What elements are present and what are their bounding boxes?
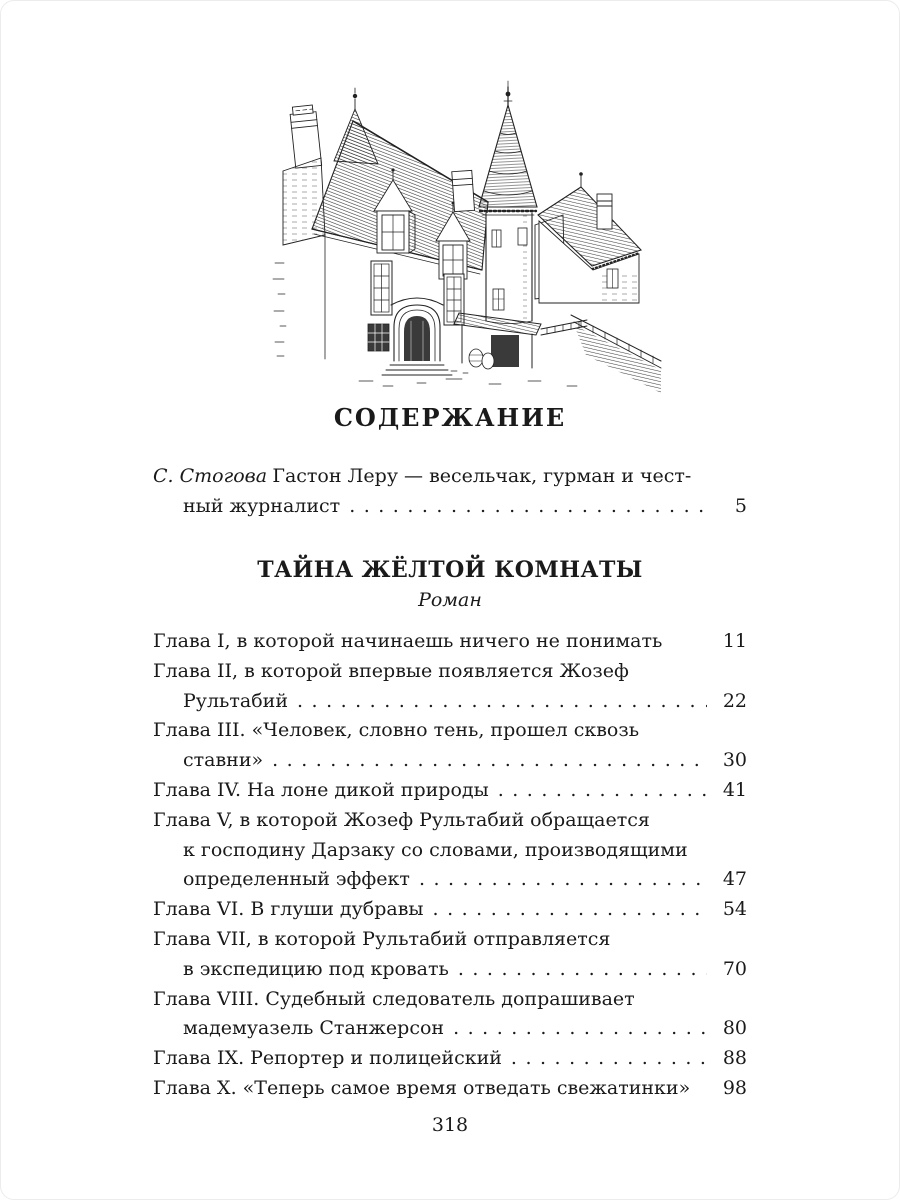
toc-page-number: 41 (722, 778, 747, 801)
toc-entry-text: Глава IX. Репортер и полицейский (153, 1047, 502, 1070)
toc-row (153, 836, 747, 866)
preface-entry (153, 462, 747, 522)
toc-page-number: 5 (734, 494, 747, 517)
toc-page-number: 70 (722, 957, 747, 980)
dot-leader (433, 895, 707, 925)
toc-page-number: 80 (722, 1017, 747, 1040)
toc-entry-text: Глава VII, в которой Рультабий отправляется (153, 927, 611, 950)
book-section-subtitle: Роман (418, 589, 482, 611)
toc-row (153, 687, 747, 717)
toc-entry-text: Глава VIII. Судебный следователь допрашивает (153, 987, 635, 1010)
toc-row (153, 1014, 747, 1044)
toc-row (153, 1044, 747, 1074)
toc-row (153, 492, 747, 522)
dot-leader (349, 492, 707, 522)
dot-leader (453, 1014, 707, 1044)
dot-leader (511, 1044, 707, 1074)
dot-leader (498, 776, 707, 806)
toc-row (153, 776, 747, 806)
contents-heading: СОДЕРЖАНИЕ (333, 403, 567, 432)
toc-entry-text: определенный эффект (183, 868, 410, 891)
toc-entry-text: Глава V, в которой Жозеф Рультабий обращается (153, 808, 650, 831)
toc-entry-text: Глава X. «Теперь самое время отведать свежатинки» (153, 1076, 691, 1099)
toc-row (153, 746, 747, 776)
toc-page-number: 98 (722, 1076, 747, 1099)
toc-row (153, 925, 747, 955)
toc-entry-text: Глава IV. На лоне дикой природы (153, 778, 489, 801)
toc-page-number: 11 (722, 630, 747, 652)
toc-row (153, 716, 747, 746)
toc-row (153, 985, 747, 1015)
preface-author: С. Стогова (153, 465, 268, 487)
chapter-list (153, 627, 747, 1104)
dot-leader (458, 955, 707, 985)
toc-entry-text: ставни» (183, 749, 264, 772)
toc-page-number: 47 (722, 868, 747, 891)
toc-row (153, 627, 747, 657)
toc-page-number: 22 (722, 689, 747, 712)
dot-leader (297, 687, 707, 717)
book-section-title: ТАЙНА ЖЁЛТОЙ КОМНАТЫ (257, 557, 643, 583)
toc-entry-text: Глава III. «Человек, словно тень, прошел сквозь (153, 719, 640, 742)
toc-entry-text: мадемуазель Станжерсон (183, 1017, 445, 1040)
toc-row (153, 865, 747, 895)
toc-page-number: 88 (722, 1047, 747, 1070)
dot-leader (419, 865, 707, 895)
preface-title: Гастон Леру — весельчак, гурман и чест- (272, 465, 692, 487)
dot-leader (272, 746, 707, 776)
toc-entry-text: Глава I, в которой начинаешь ничего не понимать (153, 630, 663, 652)
toc-row (153, 955, 747, 985)
toc-row (153, 462, 747, 492)
toc-entry-text: Глава II, в которой впервые появляется Жозеф (153, 659, 629, 682)
page-folio: 318 (431, 1114, 469, 1136)
toc-row (153, 657, 747, 687)
toc-entry-text: ный журналист (183, 494, 341, 517)
toc-row (153, 806, 747, 836)
toc-page-number: 54 (722, 898, 747, 921)
toc-row (153, 1074, 747, 1104)
toc-entry-text (153, 462, 691, 492)
toc-row (153, 895, 747, 925)
toc-entry-text: в экспедицию под кровать (183, 957, 449, 980)
toc-entry-text: Глава VI. В глуши дубравы (153, 898, 424, 921)
chateau-illustration (241, 63, 671, 398)
toc-entry-text: к господину Дарзаку со словами, производящими (183, 838, 688, 861)
toc-page-number: 30 (722, 749, 747, 772)
toc-entry-text: Рультабий (183, 689, 288, 712)
